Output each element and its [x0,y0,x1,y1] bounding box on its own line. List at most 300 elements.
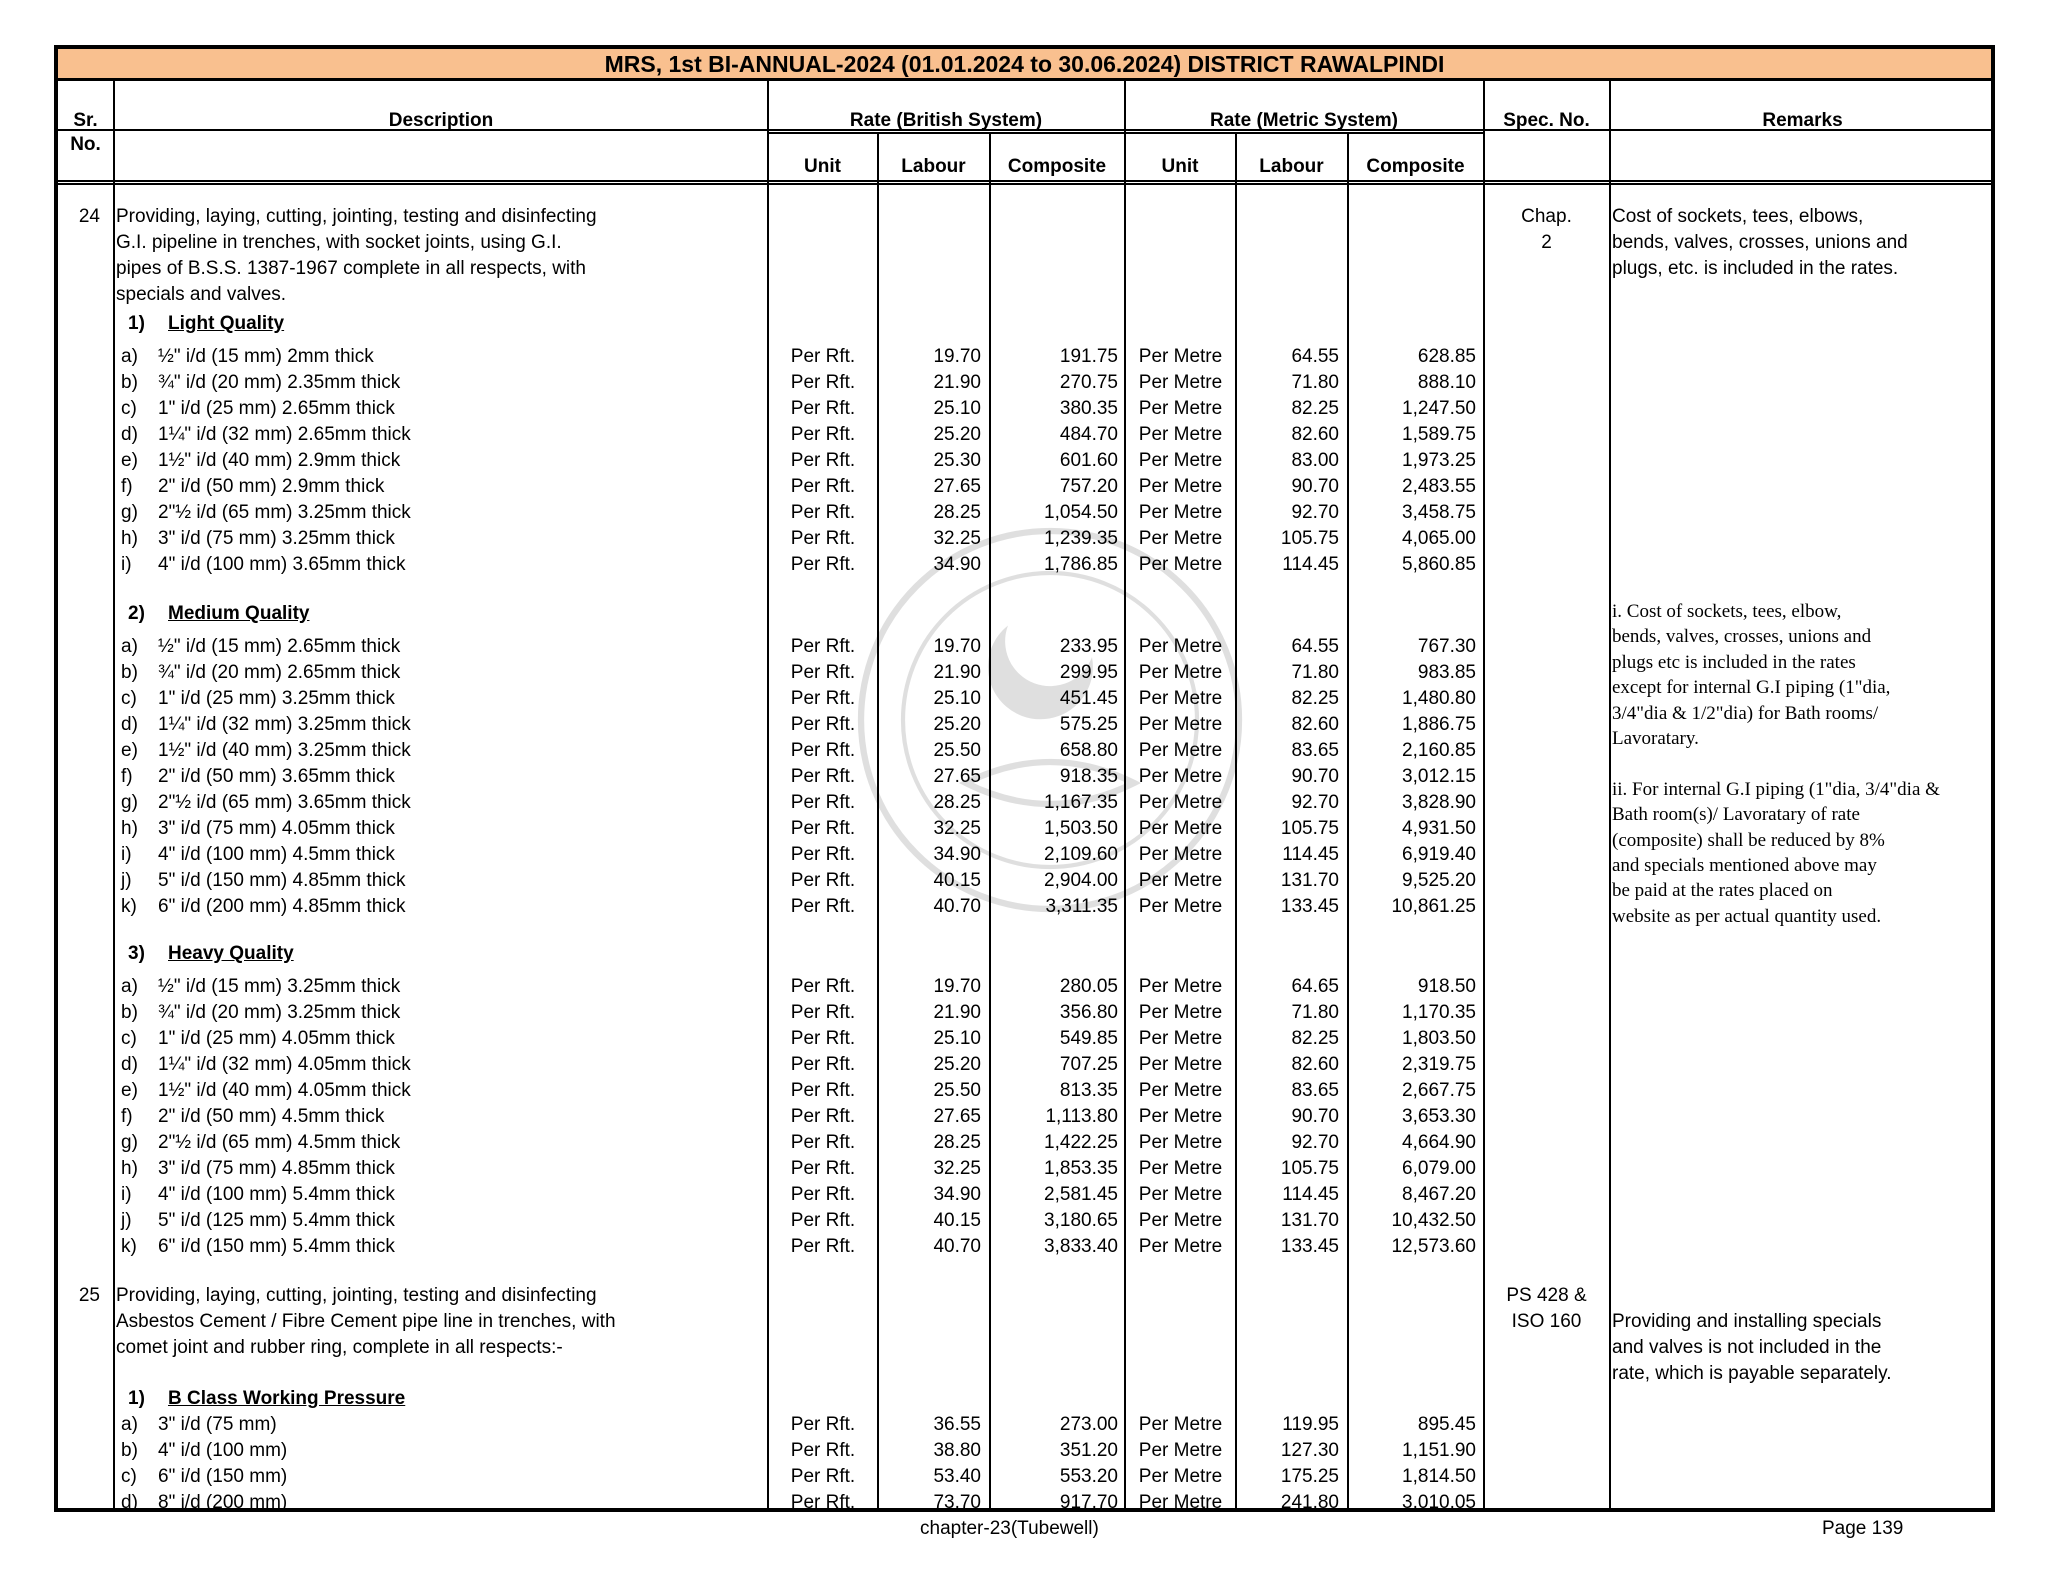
item-remarks-note-line: website as per actual quantity used. [1612,905,1882,927]
item-spec-no: 2 [1541,232,1552,253]
row-labour-metric: 90.70 [1291,476,1339,497]
row-labour-metric: 71.80 [1291,662,1339,683]
row-labour-british: 40.15 [933,870,981,891]
header-composite: Composite [1007,156,1107,177]
row-size: 6" i/d (150 mm) [158,1466,288,1487]
row-label: c) [121,1466,137,1487]
row-labour-metric: 90.70 [1291,1106,1339,1127]
row-unit-metric: Per Metre [1138,346,1223,367]
row-unit-metric: Per Metre [1138,1414,1223,1435]
section-number: 3) [128,943,145,964]
row-composite-british: 3,180.65 [1044,1210,1118,1231]
row-unit-metric: Per Metre [1138,636,1223,657]
row-size: 1¼" i/d (32 mm) 2.65mm thick [158,424,411,445]
row-composite-metric: 4,065.00 [1402,528,1476,549]
row-composite-british: 2,109.60 [1044,844,1118,865]
row-composite-metric: 3,012.15 [1402,766,1476,787]
row-composite-british: 1,422.25 [1044,1132,1118,1153]
header-rate-british: Rate (British System) [849,110,1043,131]
row-unit-metric: Per Metre [1138,1158,1223,1179]
row-labour-metric: 90.70 [1291,766,1339,787]
row-labour-british: 53.40 [933,1466,981,1487]
row-composite-metric: 2,319.75 [1402,1054,1476,1075]
row-labour-metric: 92.70 [1291,502,1339,523]
row-size: 3" i/d (75 mm) 3.25mm thick [158,528,395,549]
row-unit-metric: Per Metre [1138,1210,1223,1231]
row-composite-metric: 9,525.20 [1402,870,1476,891]
row-composite-british: 553.20 [1059,1466,1118,1487]
row-labour-metric: 71.80 [1291,372,1339,393]
header-composite-metric: Composite [1366,156,1465,177]
row-composite-metric: 767.30 [1417,636,1476,657]
row-labour-british: 28.25 [933,792,981,813]
row-labour-metric: 82.60 [1291,1054,1339,1075]
row-labour-british: 27.65 [933,766,981,787]
row-composite-british: 1,853.35 [1044,1158,1118,1179]
row-composite-metric: 983.85 [1417,662,1476,683]
header-remarks: Remarks [1762,110,1843,131]
row-composite-british: 451.45 [1059,688,1118,709]
item-spec-no: Chap. [1521,206,1572,227]
row-composite-metric: 10,432.50 [1391,1210,1476,1231]
item-remarks-note-line: ii. For internal G.I piping (1"dia, 3/4"dia & [1612,778,1940,800]
row-label: k) [121,896,137,917]
row-labour-british: 21.90 [933,662,981,683]
row-unit-metric: Per Metre [1138,1132,1223,1153]
row-unit-british: Per Rft. [790,766,856,787]
section-title: Light Quality [168,313,285,334]
row-label: c) [121,1028,137,1049]
row-unit-british: Per Rft. [790,1002,856,1023]
row-labour-metric: 82.60 [1291,714,1339,735]
row-label: c) [121,688,137,709]
row-composite-british: 3,311.35 [1045,896,1118,917]
row-labour-metric: 131.70 [1280,870,1339,891]
row-label: h) [121,818,138,839]
row-unit-british: Per Rft. [790,714,856,735]
item-description-line: Providing, laying, cutting, jointing, testing and disinfecting [116,206,597,227]
row-composite-british: 233.95 [1059,636,1118,657]
row-labour-metric: 133.45 [1280,1236,1339,1257]
row-unit-british: Per Rft. [790,896,856,917]
col-line [113,81,115,1512]
row-labour-british: 40.70 [933,1236,981,1257]
row-composite-metric: 5,860.85 [1402,554,1476,575]
item-remarks-note-line: and specials mentioned above may [1612,855,1877,876]
item-remarks-note-line: bends, valves, crosses, unions and [1612,626,1872,648]
row-labour-british: 73.70 [933,1492,981,1513]
row-composite-metric: 1,886.75 [1402,714,1476,735]
row-labour-british: 25.50 [933,740,981,761]
footer-chapter: chapter-23(Tubewell) [920,1518,1099,1539]
row-size: 1½" i/d (40 mm) 2.9mm thick [158,450,401,471]
col-line [1609,81,1611,1512]
row-composite-metric: 3,828.90 [1402,792,1476,813]
row-unit-metric: Per Metre [1138,372,1223,393]
row-composite-british: 917.70 [1059,1492,1118,1513]
row-labour-british: 25.20 [933,714,981,735]
row-label: d) [121,1054,138,1075]
row-unit-british: Per Rft. [790,1210,856,1231]
row-composite-metric: 1,170.35 [1402,1002,1476,1023]
row-label: j) [121,870,132,891]
row-size: ¾" i/d (20 mm) 2.35mm thick [158,372,401,393]
row-unit-metric: Per Metre [1138,1236,1223,1257]
row-label: i) [121,844,132,865]
row-labour-metric: 105.75 [1280,1158,1339,1179]
row-size: 3" i/d (75 mm) 4.05mm thick [158,818,395,839]
item-sr-no: 25 [78,1285,100,1306]
row-labour-metric: 82.25 [1291,398,1339,419]
row-unit-british: Per Rft. [790,1492,856,1513]
row-unit-metric: Per Metre [1138,818,1223,839]
row-label: a) [121,976,138,997]
row-composite-british: 658.80 [1059,740,1118,761]
row-composite-metric: 8,467.20 [1402,1184,1476,1205]
row-composite-british: 757.20 [1059,476,1118,497]
row-label: b) [121,372,138,393]
row-labour-british: 28.25 [933,1132,981,1153]
row-unit-metric: Per Metre [1138,1440,1223,1461]
row-composite-metric: 888.10 [1417,372,1476,393]
row-composite-british: 280.05 [1059,976,1118,997]
row-composite-british: 1,239.35 [1044,528,1118,549]
row-label: e) [121,450,138,471]
row-composite-british: 918.35 [1059,766,1118,787]
row-unit-british: Per Rft. [790,1132,856,1153]
item-remarks-line: bends, valves, crosses, unions and [1612,232,1908,253]
row-unit-metric: Per Metre [1138,870,1223,891]
item-remarks-note-line: Lavoratary. [1612,728,1699,749]
row-labour-british: 28.25 [933,502,981,523]
item-description-line: Providing, laying, cutting, jointing, testing and disinfecting [116,1285,597,1306]
row-size: 1" i/d (25 mm) 3.25mm thick [158,688,395,709]
item-description-line: pipes of B.S.S. 1387-1967 complete in all respects, with [116,258,586,279]
row-size: 1½" i/d (40 mm) 4.05mm thick [158,1080,411,1101]
row-size: 2"½ i/d (65 mm) 3.25mm thick [158,502,411,523]
row-labour-british: 19.70 [933,976,981,997]
row-label: h) [121,1158,138,1179]
row-size: 6" i/d (200 mm) 4.85mm thick [158,896,406,917]
row-composite-british: 1,786.85 [1044,554,1118,575]
row-labour-british: 21.90 [933,1002,981,1023]
row-size: ¾" i/d (20 mm) 3.25mm thick [158,1002,401,1023]
row-unit-british: Per Rft. [790,554,856,575]
header-bottom-line-2 [58,183,1991,185]
row-size: 4" i/d (100 mm) [158,1440,288,1461]
row-size: ½" i/d (15 mm) 3.25mm thick [158,976,401,997]
row-labour-british: 34.90 [933,844,981,865]
row-size: 3" i/d (75 mm) 4.85mm thick [158,1158,395,1179]
row-composite-metric: 6,919.40 [1402,844,1476,865]
row-size: 5" i/d (125 mm) 5.4mm thick [158,1210,395,1231]
row-composite-metric: 12,573.60 [1391,1236,1476,1257]
row-composite-british: 299.95 [1059,662,1118,683]
row-unit-metric: Per Metre [1138,976,1223,997]
item-spec-no: ISO 160 [1511,1311,1582,1332]
row-labour-metric: 241.80 [1280,1492,1339,1513]
row-composite-british: 2,904.00 [1044,870,1118,891]
row-unit-british: Per Rft. [790,870,856,891]
row-unit-british: Per Rft. [790,740,856,761]
row-composite-metric: 1,151.90 [1402,1440,1476,1461]
row-labour-metric: 92.70 [1291,792,1339,813]
row-labour-british: 21.90 [933,372,981,393]
section-number: 1) [128,1388,145,1409]
row-labour-metric: 105.75 [1280,818,1339,839]
row-labour-metric: 83.65 [1291,1080,1339,1101]
row-label: j) [121,1210,132,1231]
row-composite-metric: 4,664.90 [1402,1132,1476,1153]
row-composite-british: 351.20 [1059,1440,1118,1461]
row-labour-metric: 92.70 [1291,1132,1339,1153]
row-composite-british: 1,503.50 [1044,818,1118,839]
row-composite-british: 549.85 [1059,1028,1118,1049]
row-unit-british: Per Rft. [790,1158,856,1179]
row-unit-british: Per Rft. [790,636,856,657]
row-composite-metric: 2,160.85 [1402,740,1476,761]
row-unit-metric: Per Metre [1138,1184,1223,1205]
row-composite-metric: 2,667.75 [1402,1080,1476,1101]
row-size: 3" i/d (75 mm) [158,1414,277,1435]
row-composite-metric: 1,814.50 [1402,1466,1476,1487]
row-composite-british: 380.35 [1059,398,1118,419]
item-description-line: Asbestos Cement / Fibre Cement pipe line in trenches, with [116,1311,616,1332]
row-labour-metric: 83.00 [1291,450,1339,471]
section-number: 2) [128,603,145,624]
row-size: 2"½ i/d (65 mm) 3.65mm thick [158,792,411,813]
row-size: 4" i/d (100 mm) 5.4mm thick [158,1184,395,1205]
row-label: d) [121,1492,138,1513]
row-unit-british: Per Rft. [790,1440,856,1461]
header-spec-no: Spec. No. [1503,110,1590,131]
item-remarks-line: plugs, etc. is included in the rates. [1612,258,1899,279]
row-composite-metric: 895.45 [1417,1414,1476,1435]
row-labour-british: 36.55 [933,1414,981,1435]
item-spec-no: PS 428 & [1506,1285,1587,1306]
row-size: 2"½ i/d (65 mm) 4.5mm thick [158,1132,401,1153]
row-label: g) [121,502,138,523]
row-label: a) [121,1414,138,1435]
row-labour-metric: 131.70 [1280,1210,1339,1231]
row-unit-british: Per Rft. [790,1466,856,1487]
row-labour-british: 34.90 [933,1184,981,1205]
row-label: d) [121,424,138,445]
row-composite-metric: 10,861.25 [1391,896,1476,917]
item-remarks-note-line: 3/4"dia & 1/2"dia) for Bath rooms/ [1612,702,1879,724]
row-labour-british: 32.25 [933,818,981,839]
row-labour-british: 34.90 [933,554,981,575]
row-unit-metric: Per Metre [1138,502,1223,523]
row-unit-metric: Per Metre [1138,554,1223,575]
row-unit-british: Per Rft. [790,528,856,549]
row-composite-british: 191.75 [1059,346,1118,367]
row-label: a) [121,636,138,657]
row-composite-british: 270.75 [1059,372,1118,393]
row-label: b) [121,662,138,683]
row-size: ½" i/d (15 mm) 2.65mm thick [158,636,401,657]
row-unit-british: Per Rft. [790,450,856,471]
item-remarks-line: and valves is not included in the [1612,1337,1882,1358]
row-unit-metric: Per Metre [1138,1466,1223,1487]
row-labour-metric: 175.25 [1280,1466,1339,1487]
item-description-line: comet joint and rubber ring, complete in all respects:- [116,1337,563,1358]
row-size: 2" i/d (50 mm) 4.5mm thick [158,1106,385,1127]
row-label: f) [121,766,133,787]
header-unit-metric: Unit [1161,156,1199,177]
row-label: i) [121,554,132,575]
row-unit-british: Per Rft. [790,1080,856,1101]
row-labour-metric: 71.80 [1291,1002,1339,1023]
row-composite-metric: 3,010.05 [1402,1492,1476,1513]
row-composite-british: 707.25 [1059,1054,1118,1075]
item-remarks-note-line: (composite) shall be reduced by 8% [1612,829,1885,851]
row-composite-british: 2,581.45 [1044,1184,1118,1205]
row-labour-british: 25.30 [933,450,981,471]
row-labour-metric: 82.25 [1291,688,1339,709]
item-remarks-line: Cost of sockets, tees, elbows, [1612,206,1864,227]
row-label: b) [121,1440,138,1461]
row-unit-british: Per Rft. [790,1106,856,1127]
row-composite-metric: 628.85 [1417,346,1476,367]
item-remarks-line: rate, which is payable separately. [1612,1363,1892,1384]
row-composite-metric: 1,589.75 [1402,424,1476,445]
row-labour-british: 27.65 [933,1106,981,1127]
row-labour-metric: 114.45 [1282,1184,1339,1205]
row-unit-metric: Per Metre [1138,844,1223,865]
row-size: 5" i/d (150 mm) 4.85mm thick [158,870,406,891]
row-composite-metric: 1,973.25 [1402,450,1476,471]
item-remarks-note-line: except for internal G.I piping (1"dia, [1612,677,1891,699]
row-composite-british: 273.00 [1059,1414,1118,1435]
header-unit: Unit [804,156,841,177]
row-unit-british: Per Rft. [790,1184,856,1205]
row-labour-metric: 64.65 [1291,976,1339,997]
row-size: ¾" i/d (20 mm) 2.65mm thick [158,662,401,683]
row-size: 2" i/d (50 mm) 3.65mm thick [158,766,395,787]
row-labour-british: 38.80 [933,1440,981,1461]
row-composite-metric: 1,480.80 [1402,688,1476,709]
row-label: c) [121,398,137,419]
row-unit-metric: Per Metre [1138,476,1223,497]
row-labour-metric: 82.60 [1291,424,1339,445]
row-labour-metric: 127.30 [1280,1440,1339,1461]
section-title: B Class Working Pressure [168,1388,406,1409]
row-unit-british: Per Rft. [790,476,856,497]
row-composite-metric: 6,079.00 [1402,1158,1476,1179]
row-labour-metric: 133.45 [1280,896,1339,917]
row-composite-metric: 3,653.30 [1402,1106,1476,1127]
row-size: 1" i/d (25 mm) 4.05mm thick [158,1028,395,1049]
item-sr-no: 24 [78,206,100,227]
row-labour-british: 27.65 [933,476,981,497]
row-labour-metric: 105.75 [1280,528,1339,549]
row-size: ½" i/d (15 mm) 2mm thick [158,346,374,367]
header-bottom-line [58,180,1991,182]
item-description-line: G.I. pipeline in trenches, with socket joints, using G.I. [116,232,562,253]
row-unit-british: Per Rft. [790,688,856,709]
footer-page-number: Page 139 [1822,1518,1904,1539]
header-labour: Labour [901,156,966,177]
row-size: 1¼" i/d (32 mm) 4.05mm thick [158,1054,411,1075]
row-unit-metric: Per Metre [1138,662,1223,683]
row-unit-metric: Per Metre [1138,1106,1223,1127]
section-title: Heavy Quality [168,943,294,964]
row-unit-british: Per Rft. [790,372,856,393]
row-unit-metric: Per Metre [1138,528,1223,549]
row-unit-metric: Per Metre [1138,714,1223,735]
section-number: 1) [128,313,145,334]
row-labour-british: 25.20 [933,1054,981,1075]
row-unit-british: Per Rft. [790,1054,856,1075]
row-unit-british: Per Rft. [790,844,856,865]
row-composite-british: 484.70 [1059,424,1118,445]
row-unit-metric: Per Metre [1138,424,1223,445]
row-size: 2" i/d (50 mm) 2.9mm thick [158,476,385,497]
row-unit-metric: Per Metre [1138,792,1223,813]
row-labour-british: 40.70 [933,896,981,917]
item-remarks-note-line: Bath room(s)/ Lavoratary of rate [1612,804,1860,826]
row-composite-british: 1,167.35 [1044,792,1118,813]
row-labour-british: 32.25 [933,528,981,549]
row-label: g) [121,1132,138,1153]
row-label: h) [121,528,138,549]
item-remarks-line: Providing and installing specials [1612,1311,1882,1332]
row-label: f) [121,1106,133,1127]
row-label: g) [121,792,138,813]
header-description: Description [388,110,494,131]
row-unit-metric: Per Metre [1138,1028,1223,1049]
row-labour-british: 19.70 [933,636,981,657]
row-unit-british: Per Rft. [790,1414,856,1435]
row-composite-british: 813.35 [1059,1080,1118,1101]
header-labour-metric: Labour [1259,156,1324,177]
row-labour-british: 25.10 [933,398,981,419]
row-composite-british: 601.60 [1059,450,1118,471]
row-composite-metric: 918.50 [1417,976,1476,997]
row-unit-metric: Per Metre [1138,450,1223,471]
row-unit-british: Per Rft. [790,424,856,445]
row-labour-british: 25.10 [933,1028,981,1049]
row-size: 8" i/d (200 mm) [158,1492,288,1513]
row-labour-metric: 82.25 [1291,1028,1339,1049]
row-unit-british: Per Rft. [790,502,856,523]
row-unit-metric: Per Metre [1138,688,1223,709]
row-unit-british: Per Rft. [790,976,856,997]
row-unit-metric: Per Metre [1138,398,1223,419]
rate-sheet [54,45,1995,1512]
row-unit-british: Per Rft. [790,1028,856,1049]
row-composite-metric: 4,931.50 [1402,818,1476,839]
row-labour-metric: 119.95 [1282,1414,1339,1435]
row-composite-metric: 1,247.50 [1402,398,1476,419]
row-label: e) [121,740,138,761]
row-size: 1" i/d (25 mm) 2.65mm thick [158,398,395,419]
row-unit-british: Per Rft. [790,662,856,683]
row-unit-british: Per Rft. [790,398,856,419]
row-composite-metric: 1,803.50 [1402,1028,1476,1049]
page-title: MRS, 1st BI-ANNUAL-2024 (01.01.2024 to 30.06.2024) DISTRICT RAWALPINDI [58,49,1991,81]
row-unit-british: Per Rft. [790,346,856,367]
row-size: 1½" i/d (40 mm) 3.25mm thick [158,740,411,761]
row-unit-metric: Per Metre [1138,1080,1223,1101]
row-composite-british: 3,833.40 [1044,1236,1118,1257]
row-unit-metric: Per Metre [1138,740,1223,761]
row-unit-metric: Per Metre [1138,1002,1223,1023]
row-labour-british: 25.10 [933,688,981,709]
row-composite-british: 356.80 [1059,1002,1118,1023]
row-composite-metric: 2,483.55 [1402,476,1476,497]
